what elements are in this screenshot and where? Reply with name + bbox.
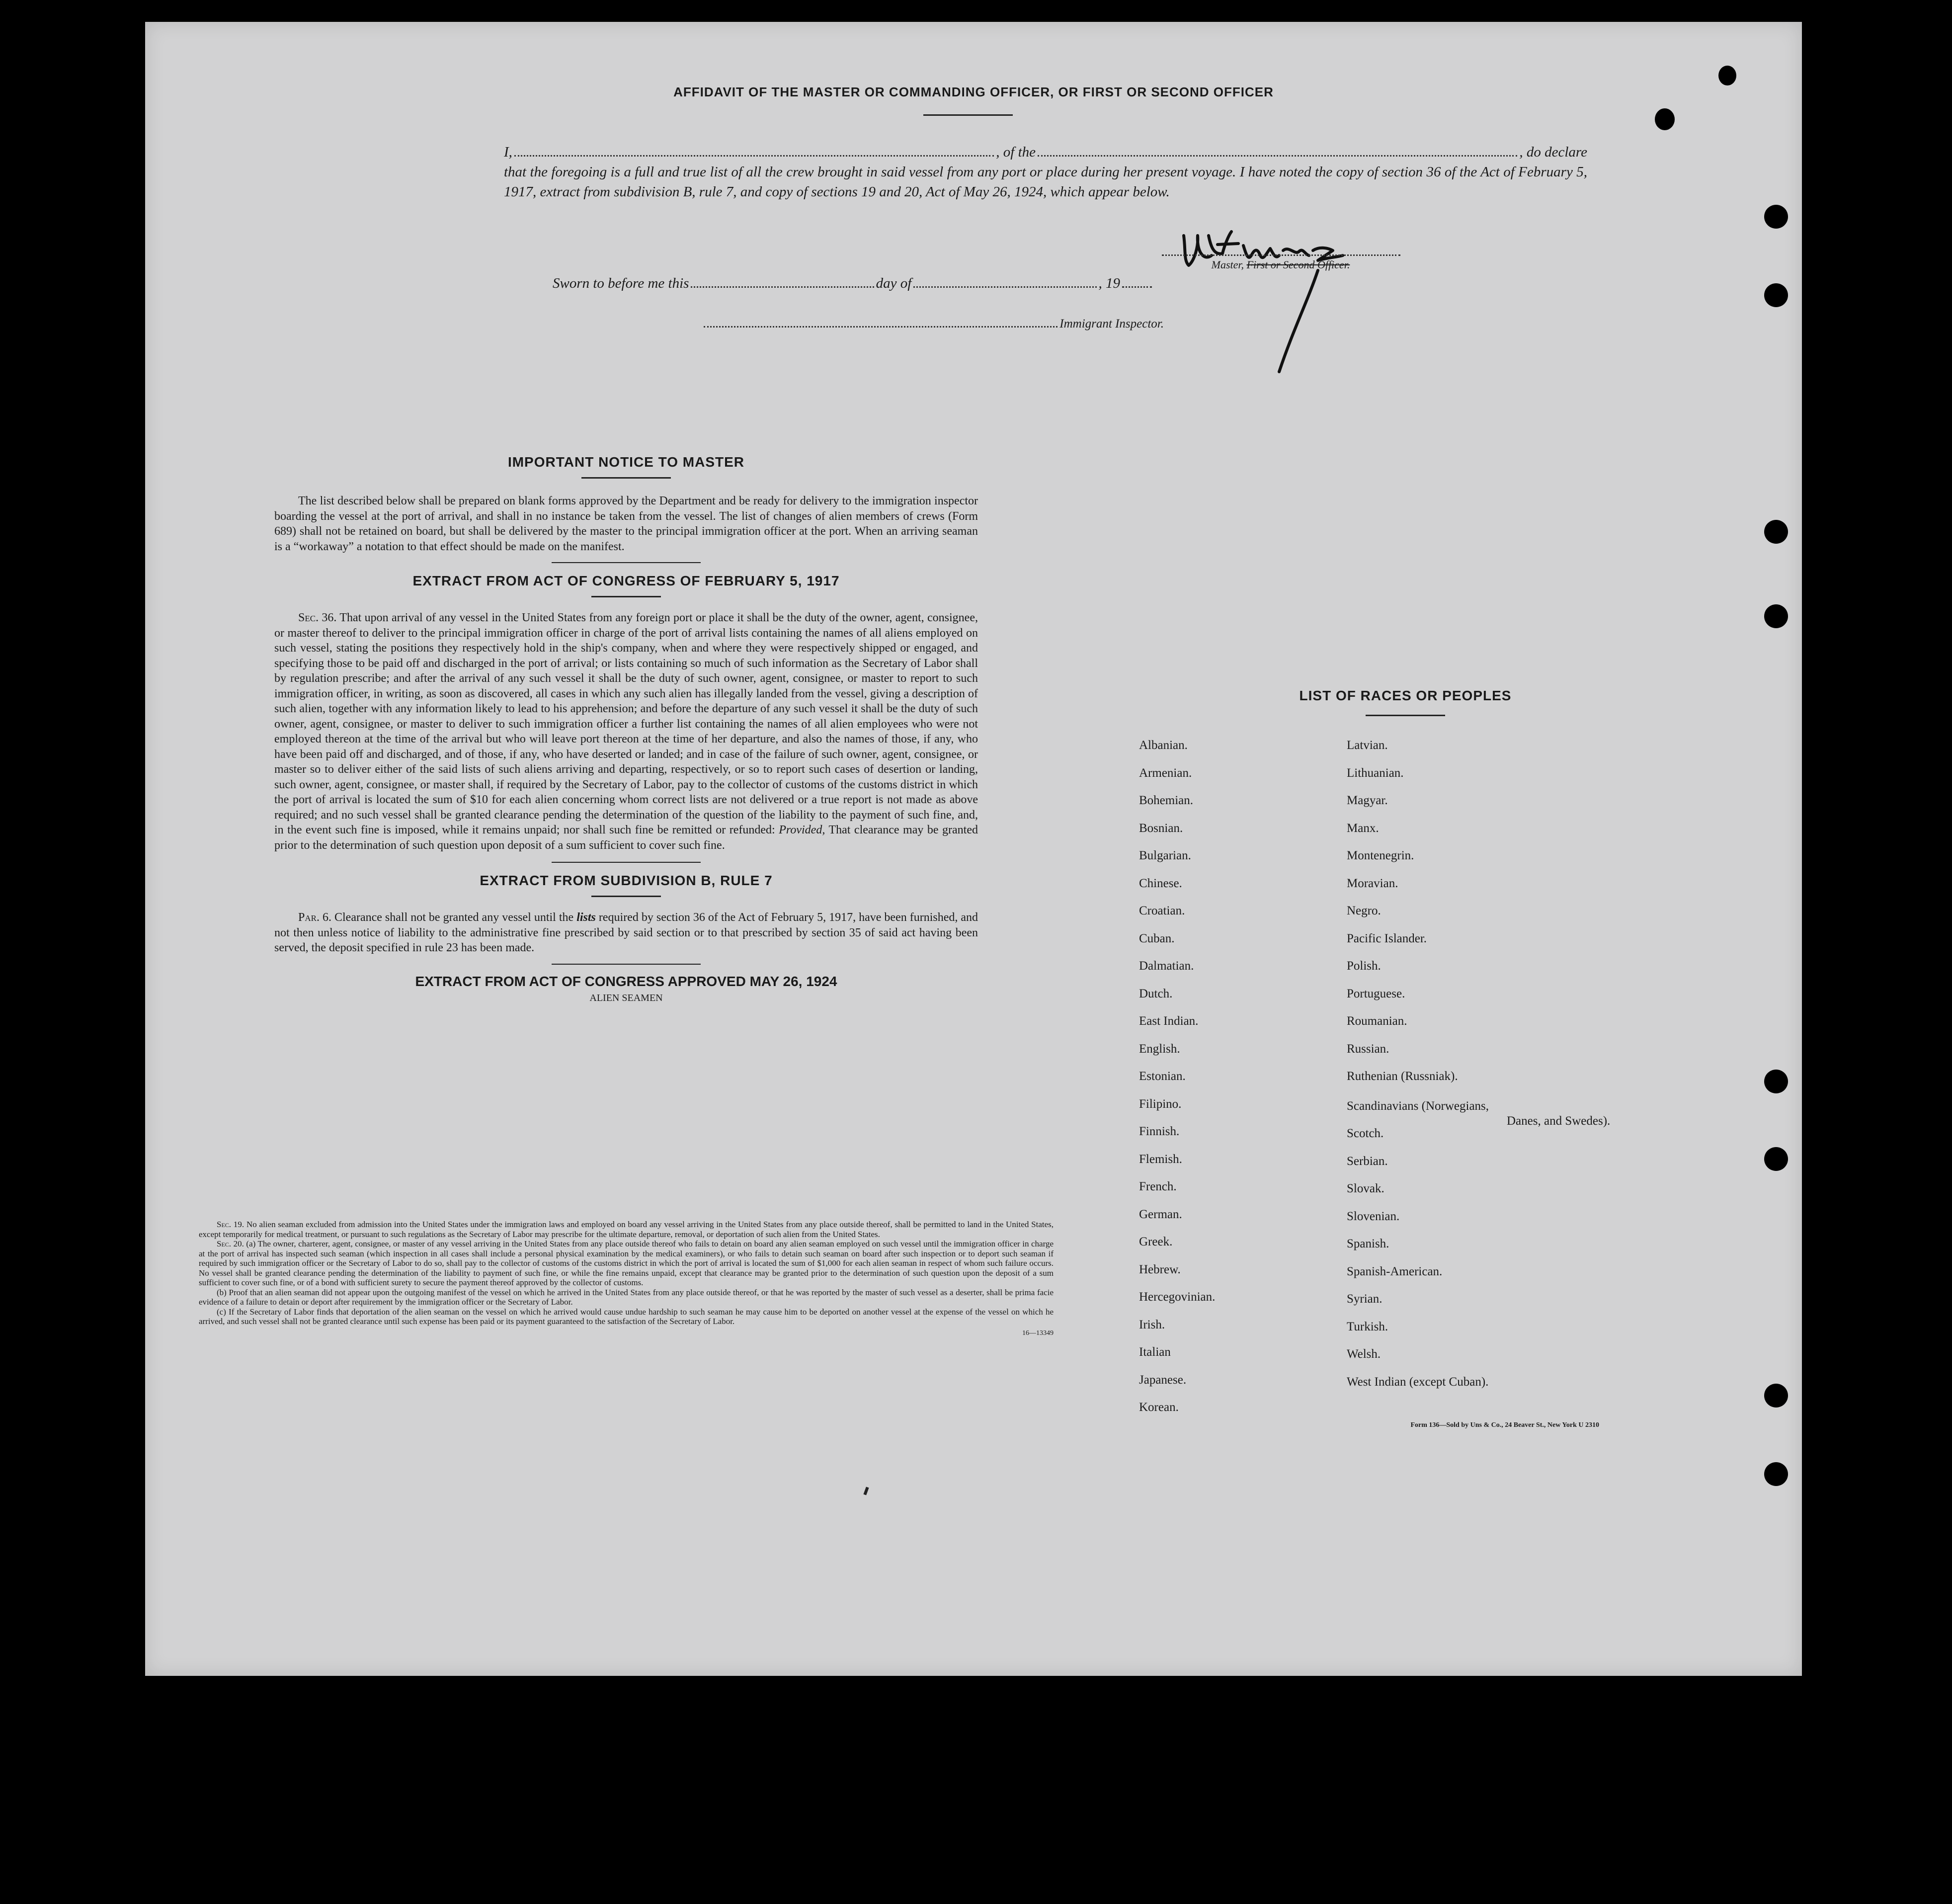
punch-hole	[1655, 108, 1675, 130]
race-right-item: Slovenian.	[1347, 1209, 1400, 1223]
race-left-item: Cuban.	[1139, 931, 1175, 945]
punch-hole	[1764, 1070, 1788, 1093]
section-divider	[552, 862, 701, 863]
do-declare-label: , do declare	[1519, 144, 1587, 160]
race-left-item: Italian	[1139, 1345, 1171, 1359]
par-6-text	[274, 910, 978, 956]
inspector-line	[702, 317, 1164, 331]
notice-title: IMPORTANT NOTICE TO MASTER	[507, 454, 745, 470]
race-right-item: Serbian.	[1347, 1154, 1388, 1168]
act-1924-body	[199, 1220, 1054, 1337]
race-right-item: Pacific Islander.	[1347, 931, 1427, 945]
punch-hole	[1718, 66, 1736, 85]
document-page	[145, 22, 1802, 1676]
race-right-item: Roumanian.	[1347, 1014, 1407, 1028]
of-the-label: , of the	[996, 144, 1036, 160]
act-1924-title: EXTRACT FROM ACT OF CONGRESS APPROVED MAY 26, 1924	[415, 973, 837, 989]
inspector-label: Immigrant Inspector.	[1059, 317, 1164, 331]
sec-19-body: No alien seaman excluded from admission into the United States under the immigration laws and employed on board any vessel arriving in the United States from any place outside thereof, shall be permitted to land in the United States, except temporarily for medical treatment, or pursuant to such regulations as the Secretary of Labor may prescribe for the ultimate departure, removal, or deportation of such alien from the United States.	[199, 1220, 1054, 1239]
race-left-item: Dalmatian.	[1139, 959, 1194, 973]
lists-word: lists	[576, 911, 596, 924]
punch-hole	[1764, 604, 1788, 628]
signature-line	[1162, 254, 1400, 256]
act-1917-title: EXTRACT FROM ACT OF CONGRESS OF FEBRUARY 5, 1917	[412, 573, 840, 588]
race-right-item: Spanish-American.	[1347, 1264, 1443, 1278]
race-right-item: West Indian (except Cuban).	[1347, 1375, 1489, 1389]
form-note: Form 136—Sold by Uns & Co., 24 Beaver St., New York U 2310	[1410, 1421, 1599, 1429]
sec-20b-text: (b) Proof that an alien seaman did not appear upon the outgoing manifest of the vessel on which he arrived in the United States from any place outside thereof, or that he was reported by the master of such vessel as a deserter, shall be prima facie evidence of a failure to detain or deport after requirement by the immigration officer or the Secretary of Labor.	[199, 1287, 1054, 1307]
race-left-item: Bulgarian.	[1139, 849, 1191, 862]
sec-36-label: Sec. 36.	[298, 611, 337, 624]
race-left-item: French.	[1139, 1180, 1177, 1193]
sec-19-text	[199, 1220, 1054, 1239]
race-right-item: Syrian.	[1347, 1292, 1383, 1306]
race-left-item: English.	[1139, 1042, 1180, 1056]
race-right-item: Magyar.	[1347, 794, 1388, 807]
sec-20-label: Sec. 20.	[217, 1239, 244, 1248]
race-right-item: Welsh.	[1347, 1347, 1381, 1361]
race-left-item: Bosnian.	[1139, 821, 1183, 835]
provided-word: Provided,	[779, 824, 825, 836]
sec-36-body: That upon arrival of any vessel in the United States from any foreign port or place it shall be the duty of the owner, agent, consignee, or master thereof to deliver to the principal immigration officer in charge of the port of arrival lists containing the names of all aliens employed on such vessel, stating the positions they respectively hold in the ship's company, when and where they were respectively shipped or engaged, and specifying those to be paid off and discharged in the port of arrival; or lists containing so much of such information as the Secretary of Labor shall by regulation prescribe; and after the arrival of any such vessel it shall be the duty of such owner, agent, consignee, or master to report to such immigration officer, in writing, as soon as discovered, all cases in which any such alien has illegally landed from the vessel, giving a description of such alien, together with any information likely to lead to his apprehension; and before the departure of any such vessel it shall be the duty of such owner, agent, consignee, or master to deliver to such immigration officer a further list containing the names of all alien employees who were not employed thereon at the time of the arrival but who will leave port thereon at the time of her departure, and also the names of those, if any, who have been paid off and discharged, and of those, if any, who have deserted or landed; and in case of the failure of such owner, agent, consignee, or master so to deliver either of the said lists of such aliens arriving and departing, respectively, or so to report such cases of desertion or landing, such owner, agent, consignee, or master shall, if required by the Secretary of Labor, pay to the collector of customs of the customs district in which the port of arrival is located the sum of $10 for each alien concerning whom correct lists are not delivered or a true report is not made as above required; and no such vessel shall be granted clearance pending the determination of the question of the liability to the payment of such fine, and, in the event such fine is imposed, while it remains unpaid; nor shall such fine be remitted or refunded:	[274, 611, 978, 836]
race-right-item: Ruthenian (Russniak).	[1347, 1070, 1458, 1083]
title-rule	[923, 114, 1013, 116]
punch-hole	[1764, 1147, 1788, 1171]
race-left-item: Armenian.	[1139, 766, 1192, 780]
race-right-item: Danes, and Swedes).	[1507, 1114, 1611, 1128]
sec-20a-body: (a) The owner, charterer, agent, consignee, or master of any vessel arriving in the United States from any place outside thereof who fails to detain on board any alien seaman employed on such vessel until the immigration officer in charge at the port of arrival has inspected such seaman (which inspection in all cases shall include a personal physical examination by the medical examiners), or who fails to detain such seaman on board after such inspection or to deport such seaman if required by such immigration officer or the Secretary of Labor to do so, shall pay to the collector of customs of the customs district in which the port of arrival is located the sum of $1,000 for each alien seaman in respect of whom such failure occurs. No vessel shall be granted clearance pending the determination of the liability to payment of such fine, or while the fine remains unpaid, except that clearance may be granted prior to the determination of such question upon the deposit of a sum sufficient to cover such fine, or of a bond with sufficient surety to secure the payment thereof approved by the collector of customs.	[199, 1239, 1054, 1287]
affidavit-title: AFFIDAVIT OF THE MASTER OR COMMANDING OFFICER, OR FIRST OR SECOND OFFICER	[673, 84, 1274, 99]
race-left-item: Hebrew.	[1139, 1262, 1181, 1276]
race-left-item: Dutch.	[1139, 987, 1173, 1000]
master-text: Master,	[1211, 258, 1244, 271]
race-left-item: Hercegovinian.	[1139, 1290, 1216, 1304]
section-divider	[552, 562, 701, 563]
notice-body: The list described below shall be prepared on blank forms approved by the Department and be ready for delivery to the immigration inspector boarding the vessel at the port of arrival, and shall in no instance be taken from the vessel. The list of changes of alien members of crews (Form 689) shall not be retained on board, but shall be delivered by the master to the principal immigration officer at the port. When an arriving seaman is a “workaway” a notation to that effect should be made on the manifest.	[274, 495, 978, 553]
punch-hole	[1764, 283, 1788, 307]
race-left-item: Bohemian.	[1139, 794, 1194, 807]
affidavit-body	[504, 142, 1587, 202]
race-right-item: Scandinavians (Norwegians,	[1347, 1099, 1489, 1113]
print-code: 16—13349	[1022, 1329, 1054, 1337]
race-right-item: Latvian.	[1347, 739, 1388, 752]
race-right-item: Montenegrin.	[1347, 849, 1414, 862]
race-left-item: Greek.	[1139, 1235, 1173, 1248]
section-divider	[552, 964, 701, 965]
inspector-blank[interactable]	[704, 326, 1057, 328]
race-left-item: Flemish.	[1139, 1152, 1182, 1166]
year-blank[interactable]	[1122, 286, 1152, 288]
i-label: I,	[504, 144, 512, 160]
year-label: , 19	[1098, 275, 1121, 291]
month-blank[interactable]	[913, 286, 1096, 288]
race-left-item: East Indian.	[1139, 1014, 1199, 1028]
race-right-item: Russian.	[1347, 1042, 1389, 1056]
day-of-label: day of	[876, 275, 912, 291]
affidavit-statement: that the foregoing is a full and true list of all the crew brought in said vessel from any port or place during her present voyage. I have noted the copy of section 36 of the Act of February 5, 1917, extract from subdivision B, rule 7, and copy of sections 19 and 20, Act of May 26, 1924, which appear below.	[504, 164, 1587, 200]
master-label	[1164, 258, 1397, 271]
ink-mark	[863, 1487, 869, 1495]
par-6-body-b: required by section 36 of the Act of February 5, 1917, have been furnished, and not then unless notice of liability to the administrative fine prescribed by said section or to that prescribed by section 35 of said act having been served, the deposit specified in rule 23 has been made.	[274, 911, 978, 954]
day-blank[interactable]	[691, 286, 874, 288]
sec-36-text	[274, 610, 978, 853]
sec-20a-text	[199, 1239, 1054, 1288]
vessel-blank[interactable]	[1038, 155, 1517, 157]
race-right-item: Lithuanian.	[1347, 766, 1404, 780]
notice-column	[274, 454, 978, 1009]
race-left-item: Chinese.	[1139, 876, 1182, 890]
punch-hole	[1764, 1384, 1788, 1407]
sec-20c-text: (c) If the Secretary of Labor finds that deportation of the alien seaman on the vessel on which he arrived would cause undue hardship to such seaman he may cause him to be deported on another vessel at the expense of the vessel on which he arrived, and such vessel shall not be granted clearance until such expense has been paid or its payment guaranteed to the satisfaction of the Secretary of Labor.	[199, 1307, 1054, 1326]
sec-19-label: Sec. 19.	[217, 1220, 244, 1229]
race-right-item: Negro.	[1347, 904, 1381, 917]
punch-hole	[1764, 205, 1788, 229]
race-right-item: Spanish.	[1347, 1237, 1389, 1250]
section-rule	[591, 596, 661, 597]
section-rule	[581, 477, 671, 479]
race-right-item: Scotch.	[1347, 1127, 1384, 1140]
race-right-item: Moravian.	[1347, 876, 1398, 890]
rule-7-title: EXTRACT FROM SUBDIVISION B, RULE 7	[480, 873, 773, 888]
struck-officer-text: First or Second Officer.	[1246, 258, 1350, 271]
race-left-item: Croatian.	[1139, 904, 1185, 917]
master-signature	[1169, 206, 1378, 380]
race-right-item: Slovak.	[1347, 1182, 1384, 1195]
race-left-item: German.	[1139, 1207, 1182, 1221]
race-right-item: Portuguese.	[1347, 987, 1405, 1000]
punch-hole	[1764, 1462, 1788, 1486]
alien-seamen-subtitle: ALIEN SEAMEN	[589, 992, 663, 1003]
race-left-item: Estonian.	[1139, 1070, 1186, 1083]
declaration-line	[504, 142, 1587, 162]
race-left-item: Japanese.	[1139, 1373, 1187, 1387]
name-blank[interactable]	[514, 155, 994, 157]
race-left-item: Filipino.	[1139, 1097, 1182, 1111]
race-left-item: Albanian.	[1139, 739, 1188, 752]
sworn-line	[553, 275, 1154, 292]
races-title-rule	[1366, 715, 1445, 716]
race-right-item: Turkish.	[1347, 1320, 1388, 1333]
race-left-item: Korean.	[1139, 1401, 1179, 1414]
races-title: LIST OF RACES OR PEOPLES	[1299, 688, 1512, 703]
race-right-item: Manx.	[1347, 821, 1379, 835]
punch-hole	[1764, 520, 1788, 544]
section-rule	[591, 896, 661, 897]
race-left-item: Finnish.	[1139, 1125, 1180, 1138]
sec-36-tail: That clearance may be granted prior to the determination of such question upon deposit of a sum sufficient to cover such fine.	[274, 824, 978, 852]
sworn-label: Sworn to before me this	[553, 275, 689, 291]
race-right-item: Polish.	[1347, 959, 1381, 973]
race-left-item: Irish.	[1139, 1318, 1165, 1331]
par-6-body-a: Clearance shall not be granted any vessel until the	[334, 911, 574, 924]
par-6-label: Par. 6.	[298, 911, 331, 924]
